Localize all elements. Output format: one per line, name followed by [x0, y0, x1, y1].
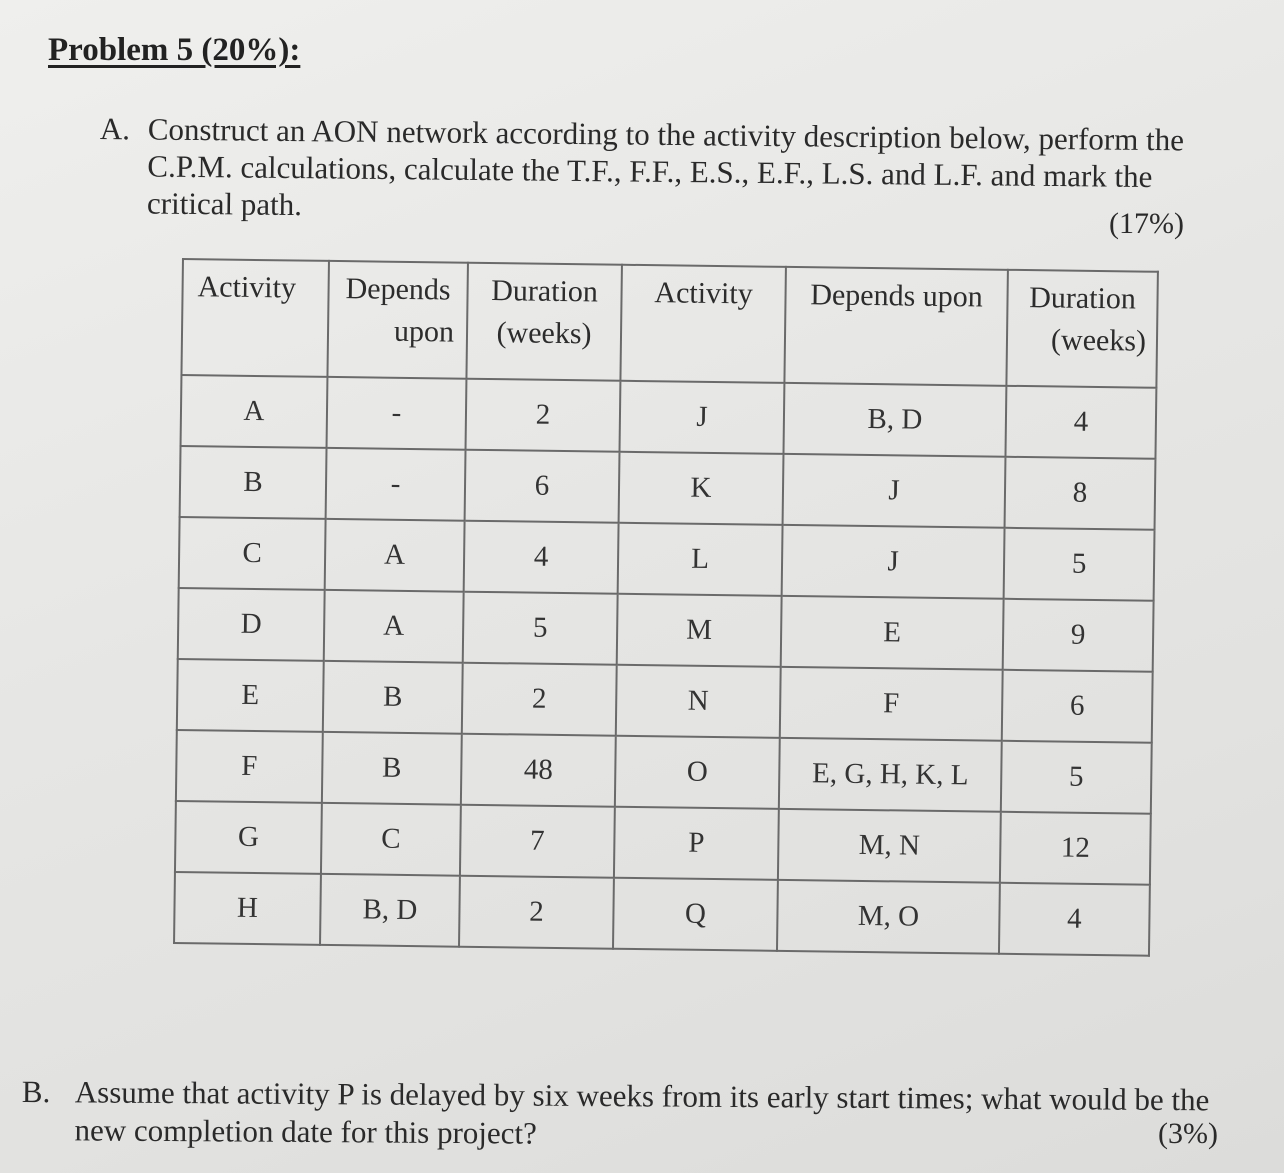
- table-cell: J: [620, 381, 785, 454]
- table-cell: 48: [461, 734, 616, 807]
- problem-title: Problem 5 (20%):: [48, 32, 301, 68]
- activity-table-wrapper: [173, 258, 1157, 941]
- part-a-question: [99, 110, 1215, 233]
- table-cell: E: [177, 659, 324, 732]
- header-depends-1: [327, 261, 468, 379]
- table-cell: 8: [1005, 457, 1156, 530]
- table-cell: 5: [1001, 741, 1152, 814]
- table-row: [180, 446, 1156, 530]
- header-activity-1: [181, 259, 329, 377]
- header-depends-2: [784, 267, 1007, 386]
- header-duration-1: [466, 263, 622, 381]
- table-cell: B: [180, 446, 327, 519]
- part-a-label: A.: [99, 110, 131, 147]
- header-activity-1-label: Activity: [197, 270, 297, 305]
- table-cell: 12: [1000, 812, 1151, 885]
- header-activity-2-label: Activity: [654, 276, 753, 311]
- table-cell: E: [781, 596, 1004, 670]
- table-cell: B: [323, 661, 463, 734]
- table-cell: 2: [462, 663, 617, 736]
- table-row: [177, 659, 1153, 743]
- table-cell: C: [179, 517, 326, 590]
- header-duration-2-line2: (weeks): [1050, 323, 1147, 358]
- part-b-marks: (3%): [1158, 1117, 1218, 1150]
- table-cell: B, D: [783, 383, 1006, 457]
- table-cell: N: [616, 665, 781, 738]
- table-cell: 6: [465, 450, 620, 523]
- table-cell: M, O: [777, 880, 1000, 954]
- table-row: [176, 730, 1152, 814]
- table-cell: G: [175, 801, 322, 874]
- table-cell: J: [783, 454, 1006, 528]
- table-cell: 2: [459, 876, 614, 949]
- table-cell: -: [327, 377, 467, 450]
- table-cell: F: [176, 730, 323, 803]
- table-row: [175, 801, 1151, 885]
- table-cell: Q: [613, 878, 778, 951]
- header-duration-2: [1006, 270, 1158, 388]
- header-depends-1-line1: Depends: [345, 272, 451, 307]
- table-cell: 2: [466, 379, 621, 452]
- table-cell: H: [174, 872, 321, 945]
- table-cell: 9: [1003, 599, 1154, 672]
- table-cell: B, D: [320, 874, 460, 947]
- part-b-text: Assume that activity P is delayed by six weeks from its early start times; what would be the new completion date for this project?: [74, 1074, 1210, 1151]
- header-activity-2: [620, 265, 786, 383]
- table-cell: A: [181, 375, 328, 448]
- table-cell: A: [325, 519, 465, 592]
- header-depends-2-label: Depends upon: [810, 278, 984, 314]
- table-cell: 4: [999, 883, 1150, 956]
- table-row: [181, 375, 1157, 459]
- table-cell: B: [322, 732, 462, 805]
- table-cell: F: [780, 667, 1003, 741]
- part-b-label: B.: [21, 1074, 51, 1110]
- header-duration-1-line2: (weeks): [496, 316, 592, 351]
- table-cell: D: [178, 588, 325, 661]
- table-cell: P: [614, 807, 779, 880]
- part-a-text: Construct an AON network according to the activity description below, perform the C.P.M. calculations, calculate the T.F., F.F., E.S., E.F., L.S. and L.F. and mark the critical path.: [146, 111, 1185, 223]
- table-cell: J: [782, 525, 1005, 599]
- table-cell: L: [618, 523, 783, 596]
- header-duration-2-line1: Duration: [1029, 281, 1137, 316]
- table-cell: -: [326, 448, 466, 521]
- table-cell: A: [324, 590, 464, 663]
- table-header-row: [181, 259, 1157, 388]
- part-b-question: [21, 1073, 1227, 1157]
- table-cell: K: [619, 452, 784, 525]
- table-row: [179, 517, 1155, 601]
- part-a-marks: (17%): [1109, 207, 1184, 240]
- activity-table: [173, 258, 1159, 957]
- table-row: [178, 588, 1154, 672]
- table-cell: 5: [1004, 528, 1155, 601]
- table-cell: M: [617, 594, 782, 667]
- table-cell: 5: [463, 592, 618, 665]
- table-cell: 4: [1005, 386, 1156, 459]
- table-row: [174, 872, 1150, 956]
- header-depends-1-line2: upon: [393, 314, 455, 349]
- table-cell: C: [321, 803, 461, 876]
- table-cell: 7: [460, 805, 615, 878]
- table-cell: E, G, H, K, L: [779, 738, 1002, 812]
- table-cell: 6: [1002, 670, 1153, 743]
- table-cell: M, N: [778, 809, 1001, 883]
- header-duration-1-line1: Duration: [491, 274, 599, 309]
- table-cell: O: [615, 736, 780, 809]
- table-cell: 4: [464, 521, 619, 594]
